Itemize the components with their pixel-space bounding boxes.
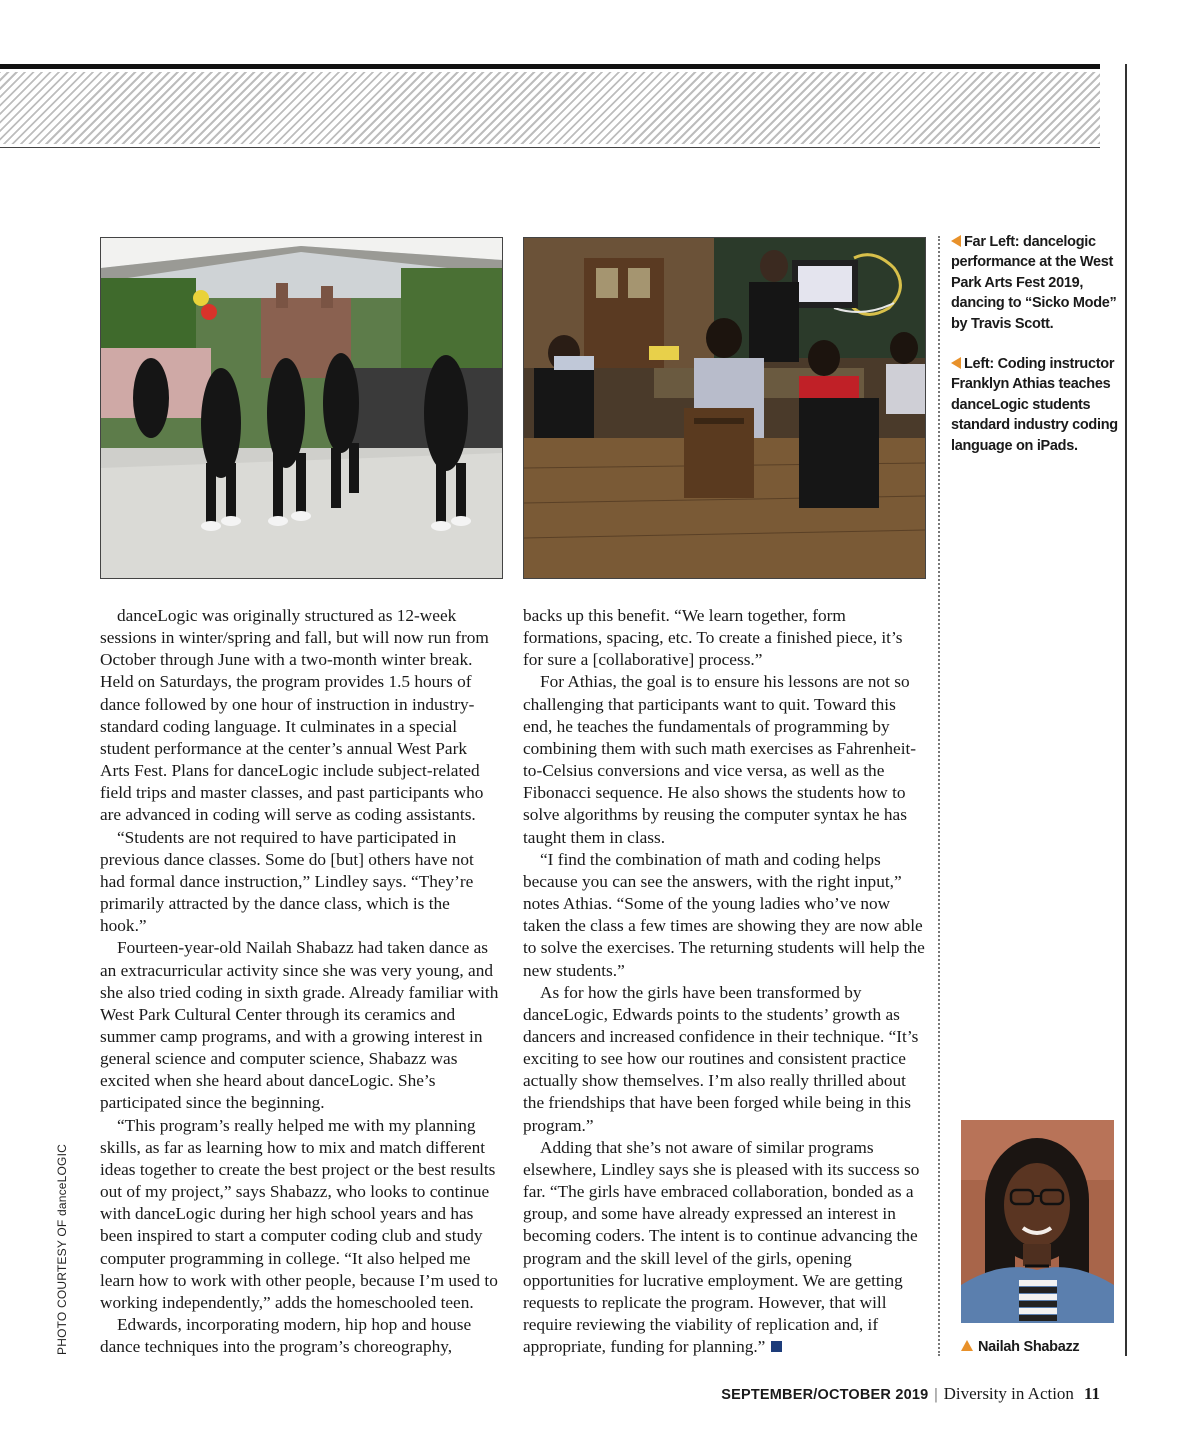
paragraph: “I find the combination of math and coding helps because you can see the answers, with the right input,” notes Athias. “Some of the young ladies who’ve now taken the class a few times are showing they are now able to solve the exercises. The returning students will help the new students.” <box>523 849 925 980</box>
article-column-left <box>100 605 500 1358</box>
paragraph: As for how the girls have been transformed by danceLogic, Edwards points to the students’ growth as dancers and increased confidence in their technique. “It’s exciting to see how our routines and consistent practice actually show themselves. I’m also really thrilled about the friendships that have been forged while being in this program.” <box>523 982 919 1135</box>
paragraph: backs up this benefit. “We learn together, form formations, spacing, etc. To create a finished piece, it’s for sure a [collaborative] process.” <box>523 606 903 670</box>
photo-credit: PHOTO COURTESY OF danceLOGIC <box>55 1144 69 1355</box>
left-arrow-icon <box>951 357 961 369</box>
page-number: 11 <box>1083 1384 1100 1403</box>
article-column-right <box>523 605 925 1358</box>
paragraph-final-text: Adding that she’s not aware of similar programs elsewhere, Lindley says she is pleased with its success so far. “The girls have embraced collaboration, bonded as a group, and some have already expressed an interest in becoming coders. The intent is to continue advancing the program and the skill level of the girls, opening opportunities for lucrative employment. We are getting requests to replicate the program. However, that will require reviewing the viability of replication and, if appropriate, funding for planning.” <box>523 1137 920 1357</box>
header-underline <box>0 147 1100 148</box>
magazine-title: Diversity in Action <box>943 1384 1074 1403</box>
left-arrow-icon <box>951 235 961 247</box>
dance-performance-photo <box>100 237 503 579</box>
portrait-caption-text: Nailah Shabazz <box>978 1339 1080 1355</box>
paragraph: For Athias, the goal is to ensure his lessons are not so challenging that participants want to quit. Toward this end, he teaches the fundamentals of programming by combining them with such math exercises as Fahrenheit-to-Celsius conversions and vice versa, as well as the Fibonacci sequence. He also shows the students how to solve algorithms by reusing the computer syntax he has taught them in class. <box>523 672 917 847</box>
photo-captions <box>951 232 1121 476</box>
portrait-caption <box>961 1339 1079 1355</box>
caption-column-separator <box>938 236 940 1356</box>
caption-left-text: Left: Coding instructor Franklyn Athias teaches danceLogic students standard industry coding language on iPads. <box>951 356 1118 454</box>
header-top-rule <box>0 64 1100 69</box>
paragraph: “This program’s really helped me with my planning skills, as far as learning how to mix and match different ideas together to create the best project or the best results out of my project,” says Shabazz, who looks to continue with danceLogic during her high school years and has been inspired to start a computer coding club and study computer programming in college. “It also helped me learn how to work with other people, because I’m used to working independently,” adds the homeschooled teen. <box>100 1115 498 1312</box>
portrait-photo <box>961 1120 1114 1323</box>
paragraph: “Students are not required to have participated in previous dance classes. Some do [but] others have not had formal dance instruction,” Lindley says. “They’re primarily attracted by the dance class, which is the hook.” <box>100 827 474 936</box>
coding-classroom-photo <box>523 237 926 579</box>
paragraph: Edwards, incorporating modern, hip hop and house dance techniques into the program’s choreography, <box>100 1315 472 1357</box>
page-edge-rule <box>1125 64 1127 1356</box>
up-arrow-icon <box>961 1340 973 1351</box>
paragraph: danceLogic was originally structured as 12-week sessions in winter/spring and fall, but will now run from October through June with a two-month winter break. Held on Saturdays, the program provides 1.5 hours of dance followed by one hour of instruction in industry-standard coding language. It culminates in a special student performance at the center’s annual West Park Arts Fest. Plans for danceLogic include subject-related field trips and master classes, and past participants who are advanced in coding will serve as coding assistants. <box>100 606 489 825</box>
caption-far-left <box>951 232 1121 334</box>
paragraph: Fourteen-year-old Nailah Shabazz had taken dance as an extracurricular activity since she was very young, and she also tried coding in sixth grade. Already familiar with West Park Cultural Center through its ceramics and summer camp programs, and with a growing interest in general science and computer science, Shabazz was excited when she heard about danceLogic. She’s participated since the beginning. <box>100 938 499 1113</box>
end-of-article-mark <box>771 1341 782 1352</box>
paragraph-final <box>523 1137 925 1359</box>
header-hatch-band <box>0 72 1100 144</box>
caption-far-left-text: Far Left: dancelogic performance at the West Park Arts Fest 2019, dancing to “Sicko Mode” by Travis Scott. <box>951 234 1117 332</box>
footer-separator: | <box>934 1386 938 1403</box>
caption-left <box>951 354 1121 456</box>
issue-date: SEPTEMBER/OCTOBER 2019 <box>721 1387 929 1403</box>
page-footer <box>721 1384 1100 1404</box>
